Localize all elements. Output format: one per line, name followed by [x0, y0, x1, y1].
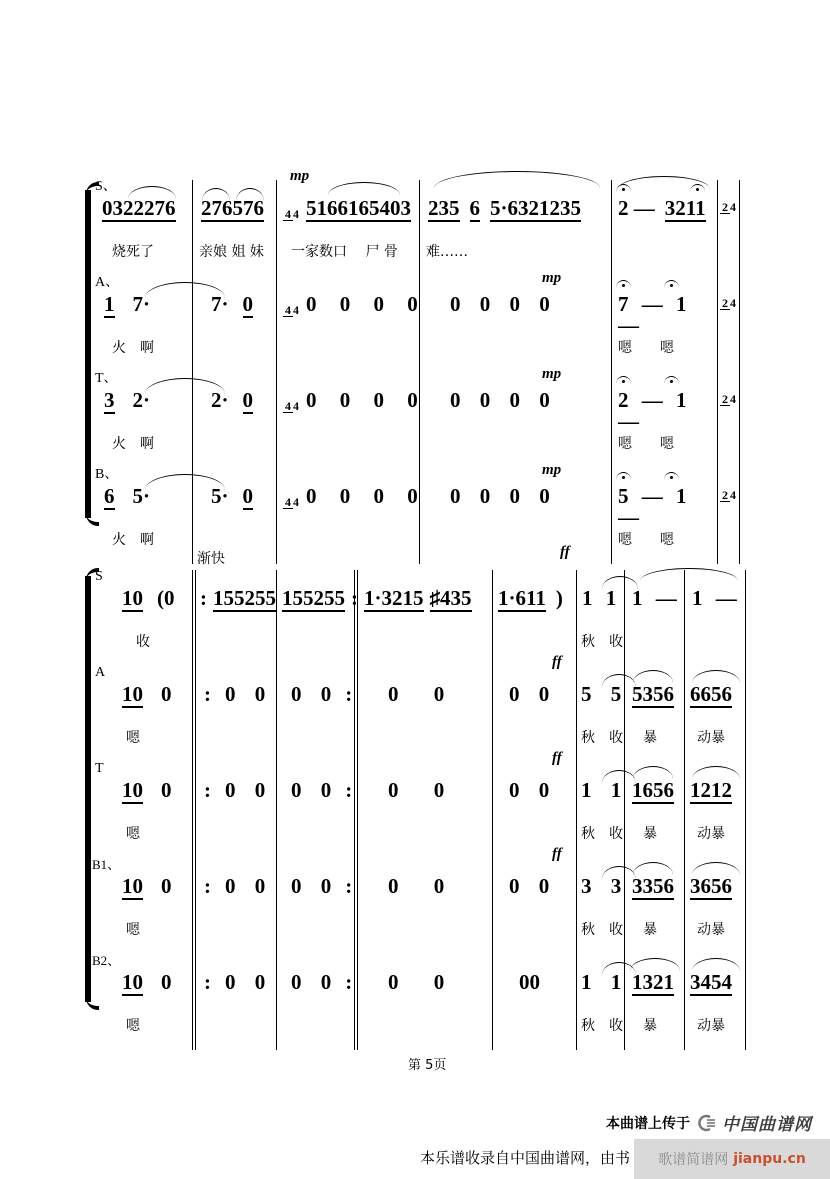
note-token: 2· [132, 388, 151, 412]
dynamic-ff: ff [560, 544, 570, 560]
measure-cell [420, 468, 612, 526]
repeat-dots: : [351, 586, 358, 610]
measure-cell [196, 858, 277, 916]
lyric-cell: 亲娘 姐 妹 [193, 238, 277, 276]
lyric-cell [277, 820, 358, 858]
lyric-cell [277, 526, 420, 564]
note-token: 0 0 [388, 874, 445, 898]
repeat-dots: : [345, 778, 353, 802]
lyric-cell [358, 916, 493, 954]
measure-cell [685, 570, 746, 628]
note-token: 0 0 [291, 778, 332, 802]
note-token: 3656 [690, 874, 732, 898]
lyric-cell: 烧死了 [90, 238, 193, 276]
note-token: 5 5 [581, 682, 622, 706]
time-signature: 2 4 [722, 200, 736, 214]
time-signature: 4 4 [285, 207, 299, 221]
measure-cell [577, 954, 625, 1012]
measure-cell [577, 762, 625, 820]
note-token: 0 0 [291, 874, 332, 898]
lyric-cell: 嗯 [90, 1012, 196, 1050]
fermata-icon [616, 472, 631, 480]
lyric-cell: 秋 收 [577, 820, 625, 858]
note-token: 0 0 [388, 778, 445, 802]
dynamic-mp: mp [290, 168, 310, 184]
lyric-cell: 嗯 嗯 [612, 526, 718, 564]
lyric-cell: 收 [90, 628, 196, 666]
lyric-cell [277, 916, 358, 954]
note-token: 3211 [664, 196, 706, 220]
measure-cell [90, 570, 196, 628]
measure-cell [196, 762, 277, 820]
dynamic-mp: mp [542, 462, 562, 478]
time-signature: 4 4 [285, 399, 299, 413]
measure-cell [625, 666, 685, 724]
measure-cell [277, 954, 358, 1012]
lyric-cell: 嗯 [90, 724, 196, 762]
lyric-cell: 动暴 [685, 820, 746, 858]
note-token: 2 — [618, 196, 655, 220]
measure-cell [685, 762, 746, 820]
measure-cell [277, 276, 420, 334]
measure-cell [193, 468, 277, 526]
note-token: 1 1 [581, 970, 622, 994]
measure-cell [90, 762, 196, 820]
lyric-cell: 火 啊 [90, 430, 193, 468]
repeat-dots: : [204, 778, 211, 802]
measure-cell [420, 180, 612, 238]
voice-label: A [95, 665, 106, 680]
fermata-icon [664, 280, 679, 288]
lyric-cell [612, 238, 718, 276]
lyric-cell [420, 334, 612, 372]
jianpu-watermark-box [634, 1139, 830, 1179]
lyric-cell [277, 724, 358, 762]
measure-cell [625, 858, 685, 916]
measure-cell [625, 762, 685, 820]
fermata-icon [664, 472, 679, 480]
lyric-cell [493, 1012, 577, 1050]
measure-cell [196, 954, 277, 1012]
measure-cell [493, 762, 577, 820]
lyric-cell: 动暴 [685, 1012, 746, 1050]
note-token: 5· [211, 484, 229, 508]
measure-cell [358, 762, 493, 820]
dynamic-ff: ff [552, 654, 562, 670]
note-token: 0 [161, 682, 172, 706]
measure-cell [612, 372, 718, 433]
lyric-cell: 嗯 嗯 [612, 430, 718, 468]
lyric-cell [358, 628, 493, 666]
lyric-cell: 暴 [625, 916, 685, 954]
time-signature: 4 4 [285, 495, 299, 509]
voice-label: B2、 [92, 953, 121, 968]
measure-cell [193, 276, 277, 334]
note-token: 7· [211, 292, 229, 316]
measure-cell [193, 180, 277, 238]
lyric-cell [358, 820, 493, 858]
measure-cell [196, 666, 277, 724]
dynamic-mp: mp [542, 366, 562, 382]
measure-cell [420, 276, 612, 334]
measure-cell [358, 570, 493, 628]
lyric-cell [193, 334, 277, 372]
measure-cell [90, 372, 193, 430]
note-token: 0 [161, 970, 172, 994]
jianpu-site-name: 歌谱简谱网 [658, 1152, 729, 1168]
note-token: 0 0 0 0 [306, 484, 418, 508]
note-token: 3454 [690, 970, 732, 994]
note-token: 276576 [201, 196, 264, 220]
measure-cell [718, 468, 740, 526]
note-token: 0 0 0 0 [450, 484, 550, 508]
lyric-cell [196, 1012, 277, 1050]
note-token: ) [555, 586, 563, 610]
lyric-cell [493, 820, 577, 858]
measure-cell [90, 468, 193, 526]
voice-label: B、 [95, 467, 119, 482]
measure-cell [277, 762, 358, 820]
note-token: 0 0 [388, 970, 445, 994]
measure-cell [685, 858, 746, 916]
note-token: 00 [519, 970, 540, 994]
note-token: 0 0 [291, 970, 332, 994]
measure-cell [577, 858, 625, 916]
measure-cell [358, 954, 493, 1012]
fermata-icon [616, 280, 631, 288]
measure-cell [90, 666, 196, 724]
upload-credit-text: 本曲谱上传于 [606, 1115, 690, 1132]
lyric-cell: 秋 收 [577, 628, 625, 666]
lyric-cell [718, 238, 740, 276]
lyric-cell [685, 628, 746, 666]
measure-cell [493, 954, 577, 1012]
lyric-cell: 动暴 [685, 724, 746, 762]
note-token: 2 — 1 — [618, 388, 687, 433]
note-token: (0 [157, 586, 175, 610]
repeat-dots: : [345, 970, 353, 994]
lyric-cell [193, 430, 277, 468]
lyric-cell: 动暴 [685, 916, 746, 954]
note-token: 0 0 [509, 778, 550, 802]
note-token: 5356 [632, 682, 674, 706]
score-system-2 [90, 544, 746, 1050]
note-token: ♯435 [429, 586, 472, 610]
measure-cell [277, 666, 358, 724]
note-token: 0 0 [225, 682, 266, 706]
bottom-credit-note: 本乐谱收录自中国曲谱网，由书 [420, 1149, 631, 1167]
note-token: 10 [122, 586, 143, 610]
measure-cell [277, 570, 358, 628]
note-token: 0 0 0 0 [450, 292, 550, 316]
note-token: 10 [122, 682, 143, 706]
measure-cell [685, 954, 746, 1012]
score-system-1 [90, 168, 740, 564]
lyric-cell [718, 430, 740, 468]
measure-cell [277, 858, 358, 916]
note-token: 1212 [690, 778, 732, 802]
measure-cell [685, 666, 746, 724]
note-token: 155255 [213, 586, 276, 610]
lyric-cell [196, 820, 277, 858]
measure-cell [420, 372, 612, 430]
page-number: 第 5页 [408, 1058, 447, 1073]
measure-cell [718, 276, 740, 334]
note-token: 1 1 [582, 586, 617, 610]
measure-cell [718, 180, 740, 238]
measure-cell [90, 180, 193, 238]
lyric-cell: 嗯 [90, 916, 196, 954]
note-token: 5·6321235 [490, 196, 582, 220]
lyric-cell [277, 628, 358, 666]
note-token: 1 1 [581, 778, 622, 802]
voice-label: A、 [95, 275, 120, 290]
note-token: 5 — 1 — [618, 484, 687, 529]
measure-cell [277, 372, 420, 430]
note-token: 1321 [632, 970, 674, 994]
note-token: 5166165403 [306, 196, 411, 220]
time-signature: 4 4 [285, 303, 299, 317]
note-token: 10 [122, 778, 143, 802]
measure-cell [612, 276, 718, 337]
measure-cell [277, 180, 420, 238]
note-token: 3 3 [581, 874, 622, 898]
measure-cell [718, 372, 740, 430]
repeat-dots: : [204, 970, 211, 994]
lyric-cell [718, 526, 740, 564]
note-token: 6656 [690, 682, 732, 706]
note-token: 1·611 [498, 586, 546, 610]
measure-cell [493, 570, 577, 628]
measure-cell [196, 570, 277, 628]
fermata-icon [616, 184, 631, 192]
note-token: 155255 [282, 586, 345, 610]
note-token: 0 [161, 874, 172, 898]
note-token: 0 [242, 292, 254, 316]
lyric-cell: 火 啊 [90, 334, 193, 372]
note-token: 1 [104, 292, 115, 316]
note-token: 0 0 0 0 [306, 388, 418, 412]
note-token: 5· [132, 484, 151, 508]
lyric-cell [196, 916, 277, 954]
note-token: 3 [104, 388, 115, 412]
fermata-icon [616, 376, 631, 384]
note-token: 1 — [692, 586, 737, 610]
measure-cell [193, 372, 277, 430]
note-token: 0 0 [225, 970, 266, 994]
lyric-cell: 暴 [625, 1012, 685, 1050]
lyric-cell [277, 1012, 358, 1050]
lyric-cell: 秋 收 [577, 724, 625, 762]
measure-cell [358, 858, 493, 916]
note-token: 10 [122, 874, 143, 898]
dynamic-ff: ff [552, 846, 562, 862]
measure-cell [625, 570, 685, 628]
measure-cell [577, 570, 625, 628]
note-token: 3356 [632, 874, 674, 898]
note-token: 0 0 0 0 [450, 388, 550, 412]
lyric-cell: 嗯 嗯 [612, 334, 718, 372]
lyric-cell [277, 430, 420, 468]
dynamic-mp: mp [542, 270, 562, 286]
lyric-cell [420, 526, 612, 564]
voice-label: S、 [95, 179, 117, 194]
note-token: 0 0 [225, 874, 266, 898]
note-token: 6 [104, 484, 115, 508]
note-token: 7· [132, 292, 151, 316]
lyric-cell [718, 334, 740, 372]
time-signature: 2 4 [722, 488, 736, 502]
note-token: 0 0 [509, 682, 550, 706]
note-token: 0 0 [225, 778, 266, 802]
lyric-cell [493, 916, 577, 954]
note-token: 2· [211, 388, 229, 412]
lyric-cell: 秋 收 [577, 916, 625, 954]
lyric-cell: 一家数口 尸 骨 [277, 238, 420, 276]
note-token: 1656 [632, 778, 674, 802]
lyric-cell [196, 628, 277, 666]
note-token: 6 [469, 196, 480, 220]
note-token: 7 — 1 — [618, 292, 687, 337]
lyric-cell [277, 334, 420, 372]
note-token: 0 [161, 778, 172, 802]
voice-label: T、 [95, 371, 118, 386]
note-token: 0 0 0 0 [306, 292, 418, 316]
note-token: 1·3215 [364, 586, 424, 610]
lyric-cell: 嗯 [90, 820, 196, 858]
lyric-cell: 火 啊 [90, 526, 193, 564]
lyric-cell [196, 724, 277, 762]
note-token: 235 [428, 196, 460, 220]
voice-label: T [95, 761, 104, 776]
note-token: 0322276 [102, 196, 176, 220]
fermata-icon [690, 184, 705, 192]
note-token: 1 — [632, 586, 677, 610]
measure-cell [358, 666, 493, 724]
lyric-cell [358, 1012, 493, 1050]
lyric-cell [493, 724, 577, 762]
lyric-cell [420, 430, 612, 468]
lyric-cell: 秋 收 [577, 1012, 625, 1050]
measure-cell [612, 468, 718, 529]
note-token: 0 [242, 484, 254, 508]
measure-cell [612, 180, 718, 238]
measure-cell [277, 468, 420, 526]
note-token: 0 0 [388, 682, 445, 706]
note-token: 0 [242, 388, 254, 412]
note-token: 0 0 [291, 682, 332, 706]
repeat-dots: : [345, 874, 353, 898]
voice-label: S [95, 569, 103, 584]
measure-cell [90, 954, 196, 1012]
lyric-cell: 难…… [420, 238, 612, 276]
site-name: 中国曲谱网 [722, 1115, 812, 1135]
measure-cell [90, 276, 193, 334]
qupuwang-logo-icon [696, 1114, 716, 1132]
measure-cell [493, 666, 577, 724]
upload-credit [606, 1110, 812, 1135]
fermata-icon [664, 376, 679, 384]
time-signature: 2 4 [722, 296, 736, 310]
note-token: 10 [122, 970, 143, 994]
measure-cell [625, 954, 685, 1012]
time-signature: 2 4 [722, 392, 736, 406]
voice-label: B1、 [92, 857, 121, 872]
repeat-dots: : [200, 586, 207, 610]
lyric-cell: 暴 [625, 820, 685, 858]
repeat-dots: : [345, 682, 353, 706]
lyric-cell [358, 724, 493, 762]
tempo-marking: 渐快 [197, 551, 225, 567]
lyric-cell [493, 628, 577, 666]
repeat-dots: : [204, 874, 211, 898]
jianpu-domain: jianpu.cn [733, 1151, 806, 1167]
dynamic-ff: ff [552, 750, 562, 766]
lyric-cell: 暴 [625, 724, 685, 762]
measure-cell [493, 858, 577, 916]
measure-cell [90, 858, 196, 916]
note-token: 0 0 [509, 874, 550, 898]
repeat-dots: : [204, 682, 211, 706]
lyric-cell [625, 628, 685, 666]
measure-cell [577, 666, 625, 724]
